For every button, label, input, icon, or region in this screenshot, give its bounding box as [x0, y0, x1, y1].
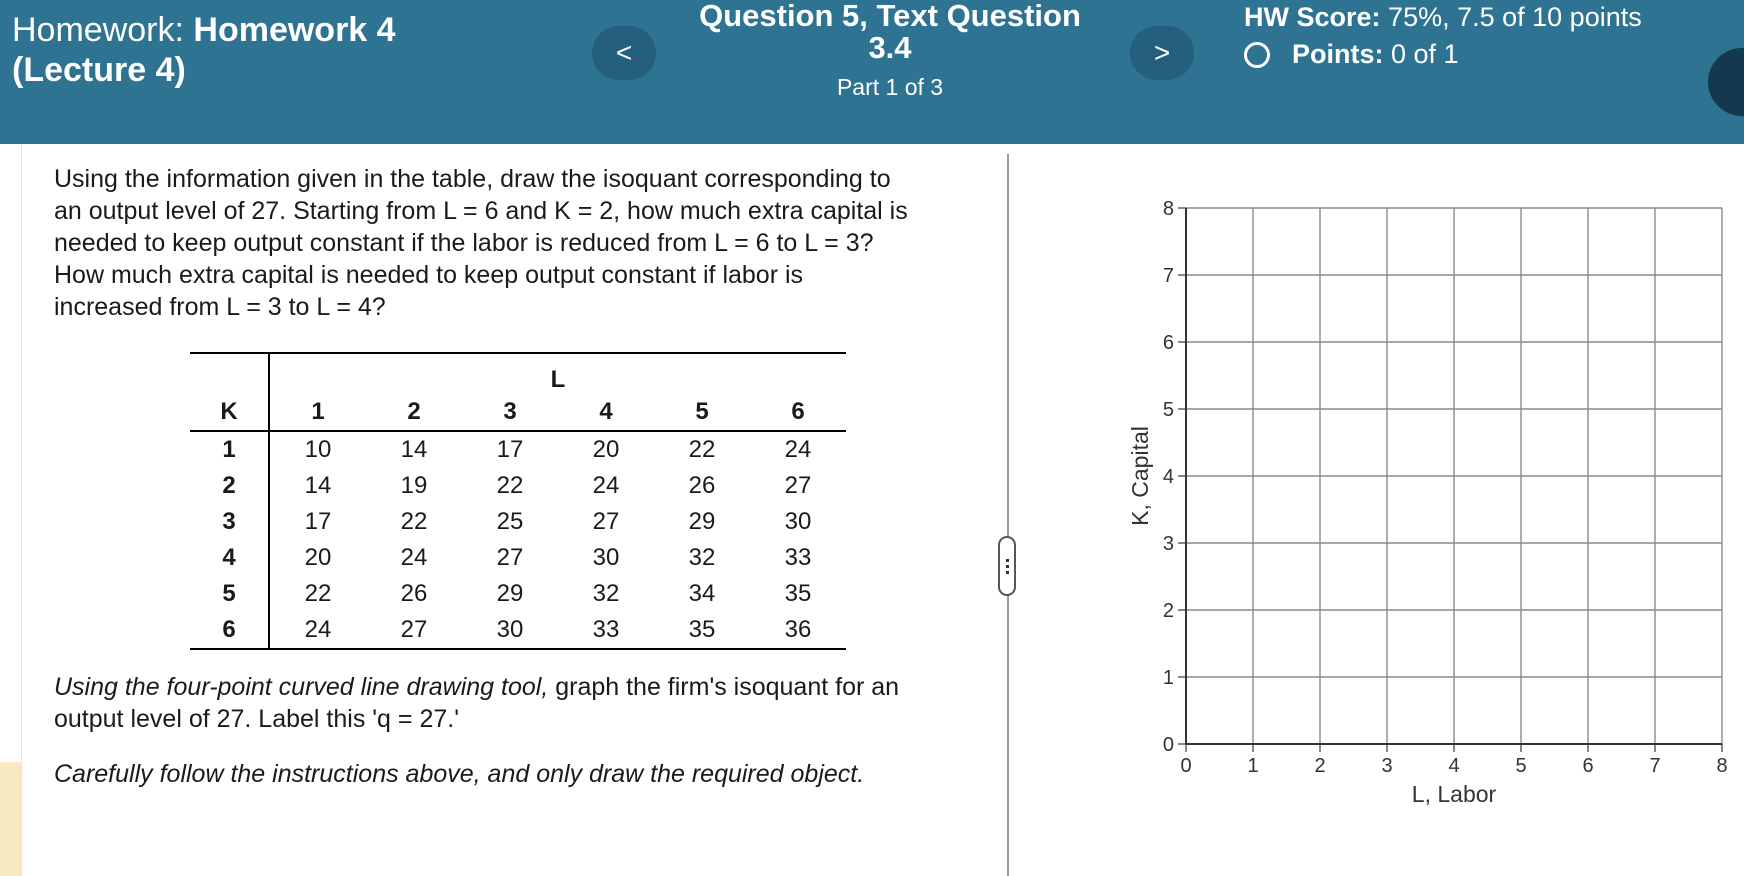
points-value: 0 of 1	[1391, 39, 1459, 69]
x-tick-label: 5	[1515, 755, 1527, 777]
table-cell: 30	[462, 612, 558, 649]
y-tick-label: 1	[1162, 667, 1174, 689]
graph-area[interactable]	[1100, 180, 1740, 820]
y-tick-label: 4	[1162, 466, 1174, 488]
x-tick-label: 2	[1314, 755, 1326, 777]
capital-row-header: 3	[190, 504, 269, 540]
table-cell: 27	[784, 472, 812, 499]
question-text: Using the information given in the table, draw the isoquant corresponding to an output level of 27. Starting from L = 6 and K = 2, how much extra capital is needed to keep output constant if the labor is reduced from L = 6 to L = 3? How much extra capital is needed to keep output constant if labor is increased from L = 3 to L = 4?	[54, 165, 908, 321]
table-cell: 10	[304, 436, 332, 463]
question-part: Part 1 of 3	[836, 74, 944, 100]
y-axis-label: K, Capital	[1127, 426, 1153, 526]
homework-prefix: Homework:	[12, 11, 184, 49]
x-tick-label: 3	[1381, 755, 1393, 777]
table-cell: 22	[496, 472, 524, 499]
instruction-italic: Using the four-point curved line drawing tool,	[54, 673, 549, 701]
table-cell: 17	[496, 436, 524, 463]
y-tick-label: 2	[1162, 600, 1174, 622]
table-row	[190, 468, 846, 504]
y-tick-label: 8	[1162, 198, 1174, 220]
table-cell: 27	[496, 544, 524, 571]
y-tick-label: 5	[1162, 399, 1174, 421]
labor-column-header: 5	[654, 394, 750, 431]
table-row	[190, 576, 846, 612]
followup-text: Carefully follow the instructions above, and only draw the required object.	[54, 760, 865, 788]
y-tick-label: 7	[1162, 265, 1174, 287]
capital-header: K	[190, 394, 269, 431]
table-cell: 24	[400, 544, 428, 571]
homework-lecture: (Lecture 4)	[12, 51, 186, 89]
table-cell: 25	[496, 508, 524, 535]
table-cell: 33	[558, 612, 654, 649]
labor-column-header: 4	[558, 394, 654, 431]
table-cell: 35	[654, 612, 750, 649]
table-cell: 22	[304, 580, 332, 607]
x-tick-label: 4	[1448, 755, 1460, 777]
chevron-right-icon: >	[1153, 37, 1171, 68]
table-cell: 14	[304, 472, 332, 499]
production-table	[190, 352, 846, 650]
table-cell: 29	[496, 580, 524, 607]
labor-column-header: 6	[750, 394, 846, 431]
x-tick-label: 6	[1582, 755, 1594, 777]
table-cell: 27	[592, 508, 620, 535]
x-tick-label: 1	[1247, 755, 1259, 777]
instruction-text	[54, 671, 954, 735]
capital-row-header: 2	[190, 468, 269, 504]
chevron-left-icon: <	[615, 37, 633, 68]
table-cell: 27	[366, 612, 462, 649]
table-cell: 17	[304, 508, 332, 535]
previous-question-button[interactable]	[592, 26, 656, 80]
table-cell: 20	[592, 436, 620, 463]
table-cell: 34	[688, 580, 716, 607]
table-row	[190, 431, 846, 468]
labor-column-header: 3	[462, 394, 558, 431]
capital-row-header: 4	[190, 540, 269, 576]
points-status	[1244, 39, 1664, 70]
labor-header: L	[269, 353, 846, 394]
table-cell: 24	[269, 612, 366, 649]
x-tick-label: 8	[1716, 755, 1728, 777]
y-tick-label: 3	[1162, 533, 1174, 555]
instruction-rest: graph the firm's isoquant for an output level of 27. Label this 'q = 27.'	[54, 673, 900, 733]
hw-score-label: HW Score:	[1244, 2, 1381, 32]
capital-row-header: 5	[190, 576, 269, 612]
table-cell: 35	[784, 580, 812, 607]
unanswered-circle-icon	[1244, 42, 1270, 68]
labor-column-header: 1	[269, 394, 366, 431]
table-cell: 19	[400, 472, 428, 499]
table-cell: 24	[784, 436, 812, 463]
header-bar	[0, 0, 1744, 144]
table-cell: 24	[592, 472, 620, 499]
table-row	[190, 504, 846, 540]
table-row	[190, 540, 846, 576]
table-cell: 30	[592, 544, 620, 571]
menu-button[interactable]	[1708, 48, 1744, 116]
labor-column-header: 2	[366, 394, 462, 431]
hw-score	[1244, 0, 1664, 35]
score-info	[1244, 0, 1664, 70]
y-tick-label: 6	[1162, 332, 1174, 354]
capital-row-header: 1	[190, 431, 269, 468]
points-label: Points:	[1292, 39, 1384, 69]
table-cell: 26	[400, 580, 428, 607]
table-cell: 29	[688, 508, 716, 535]
table-cell: 32	[592, 580, 620, 607]
table-cell: 32	[688, 544, 716, 571]
x-tick-label: 7	[1649, 755, 1661, 777]
table-cell: 33	[784, 544, 812, 571]
x-tick-label: 0	[1180, 755, 1192, 777]
question-title: Question 5, Text Question 3.4	[699, 0, 1081, 65]
table-row	[190, 612, 846, 649]
homework-title	[12, 10, 492, 90]
panel-resize-handle[interactable]	[998, 536, 1016, 596]
y-tick-label: 0	[1162, 734, 1174, 756]
homework-name: Homework 4	[193, 11, 396, 49]
next-question-button[interactable]	[1130, 26, 1194, 80]
table-cell: 14	[400, 436, 428, 463]
panel-divider	[1007, 154, 1009, 876]
x-axis-label: L, Labor	[1411, 781, 1497, 807]
table-cell: 36	[750, 612, 846, 649]
left-panel-tab[interactable]	[0, 762, 21, 876]
question-info	[680, 0, 1100, 101]
capital-row-header: 6	[190, 612, 269, 649]
hw-score-value: 75%, 7.5 of 10 points	[1388, 2, 1642, 32]
table-cell: 22	[688, 436, 716, 463]
table-cell: 22	[400, 508, 428, 535]
table-cell: 30	[784, 508, 812, 535]
table-cell: 26	[688, 472, 716, 499]
table-cell: 20	[304, 544, 332, 571]
